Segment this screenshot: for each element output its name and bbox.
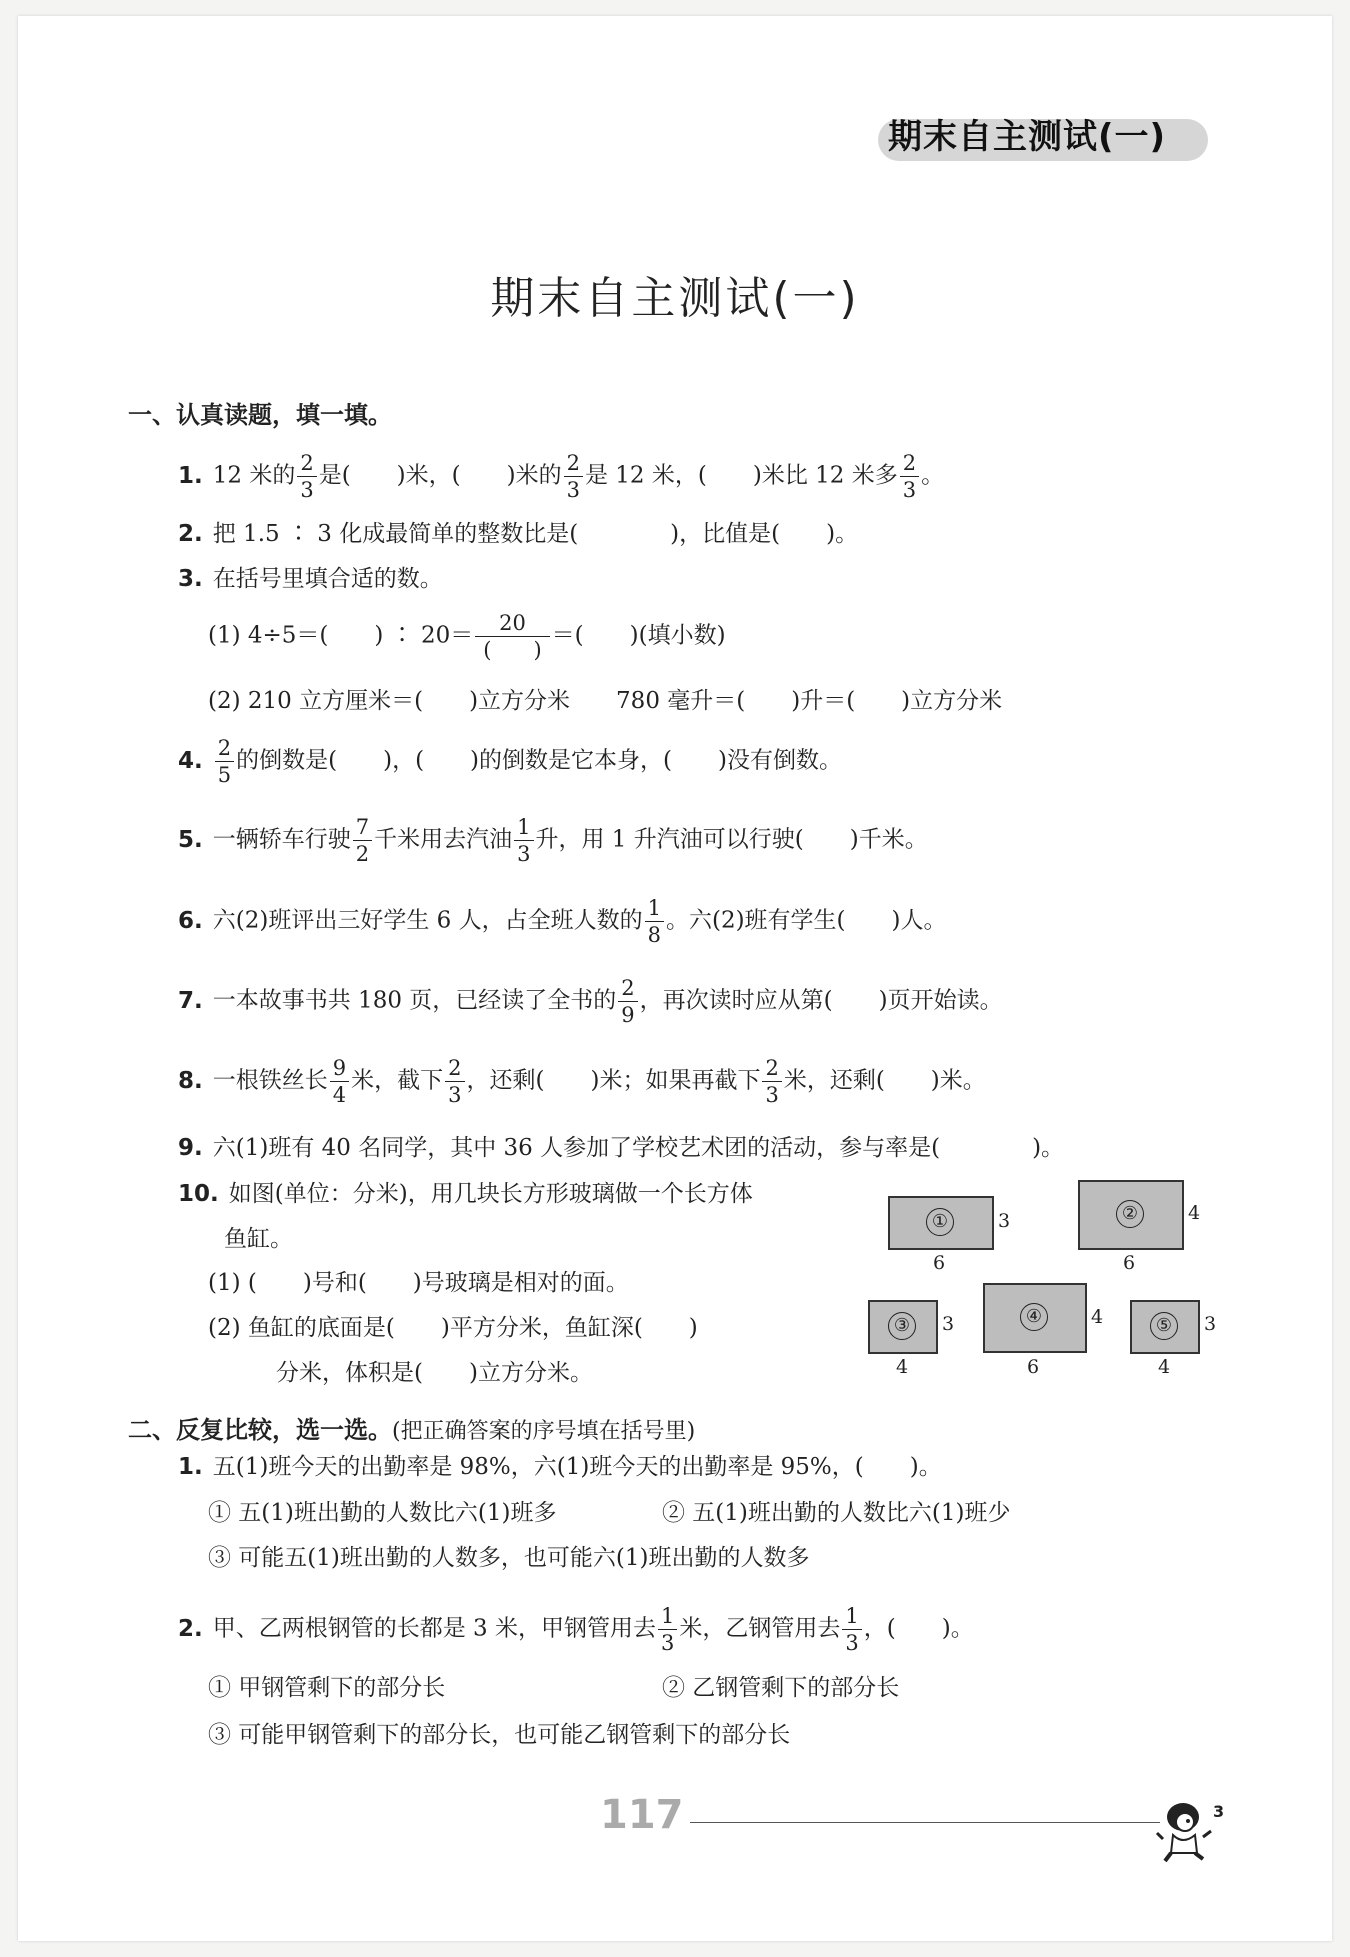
q5-text-b: 千米用去汽油 <box>374 826 513 853</box>
question-number: 7. <box>178 987 203 1014</box>
question-10 <box>178 1183 753 1206</box>
q8-text-b: 米，截下 <box>351 1067 444 1094</box>
fraction: $\frac{1}{3}$ <box>514 816 533 865</box>
question-8 <box>178 1057 986 1106</box>
footer-rule <box>690 1822 1160 1823</box>
question-number: 9. <box>178 1135 203 1161</box>
m1-option-1: ① 五(1)班出勤的人数比六(1)班多 <box>208 1500 557 1526</box>
q6-text-b: 。六(2)班有学生( )人。 <box>665 907 947 934</box>
question-number: 1. <box>178 462 203 489</box>
question-number: 5. <box>178 826 203 853</box>
q6-text-a: 六(2)班评出三好学生 6 人，占全班人数的 <box>212 907 643 934</box>
q3-1-text-b: ＝( )(填小数) <box>551 622 726 649</box>
fraction: $\frac{2}{5}$ <box>215 737 234 786</box>
question-5 <box>178 816 928 865</box>
m1-text: 五(1)班今天的出勤率是 98%，六(1)班今天的出勤率是 95%，( )。 <box>212 1454 942 1480</box>
q7-text-a: 一本故事书共 180 页，已经读了全书的 <box>212 987 617 1014</box>
m2-option-2: ② 乙钢管剩下的部分长 <box>662 1675 900 1701</box>
fraction: $\frac{1}{3}$ <box>842 1605 861 1654</box>
fraction: $\frac{7}{2}$ <box>353 816 372 865</box>
panel-5-height: 3 <box>1204 1313 1217 1335</box>
fraction: $\frac{2}{3}$ <box>564 452 583 501</box>
glass-panel-5: ⑤ <box>1130 1300 1200 1354</box>
header-banner <box>870 105 1210 163</box>
question-3-part-2: (2) 210 立方厘米＝( )立方分米 780 毫升＝( )升＝( )立方分米 <box>208 688 1003 714</box>
q5-text-c: 升，用 1 升汽油可以行驶( )千米。 <box>535 826 928 853</box>
choice-question-1 <box>178 1456 942 1479</box>
question-number: 1. <box>178 1454 203 1480</box>
q4-text: 的倒数是( )，( )的倒数是它本身，( )没有倒数。 <box>236 747 842 774</box>
m2-option-3: ③ 可能甲钢管剩下的部分长，也可能乙钢管剩下的部分长 <box>208 1722 791 1748</box>
banner-text: 期末自主测试(一) <box>888 117 1167 157</box>
fraction: $\frac{2}{3}$ <box>445 1057 464 1106</box>
q10-line-2: 鱼缸。 <box>224 1226 293 1252</box>
question-2 <box>178 523 858 546</box>
panel-4-height: 4 <box>1091 1306 1104 1328</box>
panel-1-height: 3 <box>998 1210 1011 1232</box>
question-number: 2. <box>178 521 203 547</box>
q1-text-b: 是( )米，( )米的 <box>318 462 562 489</box>
q3-1-text-a: (1) 4÷5＝( ) ∶ 20＝ <box>208 622 474 649</box>
m1-option-3: ③ 可能五(1)班出勤的人数多，也可能六(1)班出勤的人数多 <box>208 1545 810 1571</box>
question-7 <box>178 977 1003 1026</box>
panel-1-width: 6 <box>933 1252 946 1274</box>
question-number: 10. <box>178 1181 219 1207</box>
m2-text-a: 甲、乙两根钢管的长都是 3 米，甲钢管用去 <box>212 1615 657 1642</box>
fraction: $\frac{2}{3}$ <box>297 452 316 501</box>
question-9 <box>178 1137 1064 1160</box>
fraction: $\frac{2}{9}$ <box>618 977 637 1026</box>
q10-line-5: 分米，体积是( )立方分米。 <box>276 1360 593 1386</box>
fraction: $\frac{2}{3}$ <box>762 1057 781 1106</box>
fraction: $\frac{1}{8}$ <box>645 897 664 946</box>
fraction: $\frac{20}{( )}$ <box>475 612 549 661</box>
q1-text-a: 12 米的 <box>212 462 296 489</box>
fraction: $\frac{9}{4}$ <box>330 1057 349 1106</box>
m2-text-b: 米，乙钢管用去 <box>679 1615 841 1642</box>
question-6 <box>178 897 947 946</box>
svg-text:3: 3 <box>1213 1802 1225 1821</box>
q3-text: 在括号里填合适的数。 <box>212 566 443 592</box>
panel-2-width: 6 <box>1123 1252 1136 1274</box>
question-number: 2. <box>178 1615 203 1642</box>
q1-text-c: 是 12 米，( )米比 12 米多 <box>584 462 898 489</box>
choice-question-2 <box>178 1605 974 1654</box>
panel-4-width: 6 <box>1027 1356 1040 1378</box>
question-1 <box>178 452 944 501</box>
q2-text: 把 1.5 ∶ 3 化成最简单的整数比是( )，比值是( )。 <box>212 521 859 547</box>
section-2-heading: 二、反复比较，选一选。 <box>128 1416 392 1444</box>
glass-panel-4: ④ <box>983 1283 1087 1353</box>
q1-text-d: 。 <box>921 462 945 489</box>
question-number: 6. <box>178 907 203 934</box>
section-2-title <box>128 1410 695 1445</box>
panel-5-width: 4 <box>1158 1356 1171 1378</box>
question-4 <box>178 737 842 786</box>
cartoon-mascot-icon <box>1155 1795 1235 1869</box>
panel-3-height: 3 <box>942 1313 955 1335</box>
glass-panel-2: ② <box>1078 1180 1184 1250</box>
question-number: 4. <box>178 747 203 774</box>
q10-line-4: (2) 鱼缸的底面是( )平方分米，鱼缸深( ) <box>208 1315 698 1341</box>
q5-text-a: 一辆轿车行驶 <box>212 826 351 853</box>
fraction: $\frac{1}{3}$ <box>658 1605 677 1654</box>
page-number: 117 <box>600 1792 684 1838</box>
glass-panel-1: ① <box>888 1196 994 1250</box>
question-3-part-1 <box>208 612 726 661</box>
q9-text: 六(1)班有 40 名同学，其中 36 人参加了学校艺术团的活动，参与率是( )。 <box>212 1135 1065 1161</box>
panel-2-height: 4 <box>1188 1202 1201 1224</box>
q10-line-3: (1) ( )号和( )号玻璃是相对的面。 <box>208 1270 629 1296</box>
m2-option-1: ① 甲钢管剩下的部分长 <box>208 1675 446 1701</box>
panel-3-width: 4 <box>896 1356 909 1378</box>
section-2-note: (把正确答案的序号填在括号里) <box>392 1419 696 1444</box>
q8-text-a: 一根铁丝长 <box>212 1067 328 1094</box>
question-number: 8. <box>178 1067 203 1094</box>
section-1-title: 一、认真读题，填一填。 <box>128 401 392 429</box>
fraction: $\frac{2}{3}$ <box>900 452 919 501</box>
q8-text-c: ，还剩( )米；如果再截下 <box>466 1067 761 1094</box>
m1-option-2: ② 五(1)班出勤的人数比六(1)班少 <box>662 1500 1011 1526</box>
q10-line-1: 如图(单位：分米)，用几块长方形玻璃做一个长方体 <box>228 1181 753 1207</box>
question-3 <box>178 568 443 591</box>
question-number: 3. <box>178 566 203 592</box>
m2-text-c: ，( )。 <box>863 1615 974 1642</box>
q8-text-d: 米，还剩( )米。 <box>783 1067 986 1094</box>
glass-panel-3: ③ <box>868 1300 938 1354</box>
q7-text-b: ，再次读时应从第( )页开始读。 <box>639 987 1003 1014</box>
page-title: 期末自主测试(一) <box>490 273 860 324</box>
